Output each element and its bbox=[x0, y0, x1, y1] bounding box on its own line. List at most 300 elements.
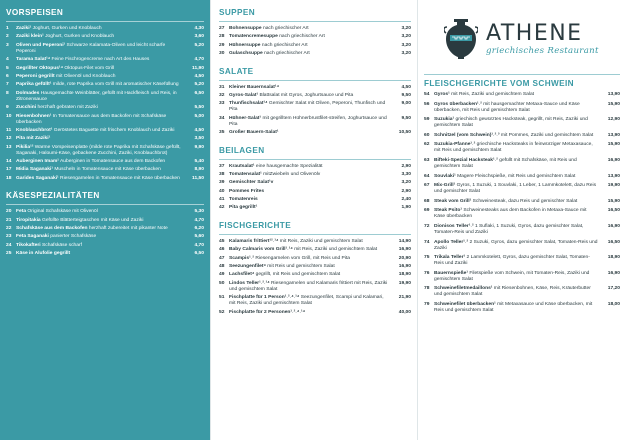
item-description: 2 Suzuki, Gyros, dazu gemischter Salat, Tomaten-Reis und Zaziki bbox=[434, 239, 598, 251]
item-text bbox=[229, 189, 389, 195]
item-description: mit Reis, Zaziki und gemischtem Salat bbox=[294, 247, 378, 253]
item-price: 6,50 bbox=[194, 90, 204, 96]
item-number: 7 bbox=[6, 82, 9, 88]
item-number: 48 bbox=[219, 264, 225, 270]
item-number: 38 bbox=[219, 171, 225, 177]
item-text bbox=[16, 43, 182, 55]
item-text bbox=[229, 26, 389, 32]
item-number: 64 bbox=[424, 173, 430, 179]
menu-item bbox=[6, 34, 204, 40]
menu-item bbox=[6, 57, 204, 63]
item-description: gefüllt mit Schafskäse, mit Reis und gemischtem Salat bbox=[434, 157, 577, 169]
item-text bbox=[16, 167, 182, 173]
menu-item bbox=[219, 281, 411, 293]
item-price: 19,90 bbox=[398, 280, 411, 286]
menu-item bbox=[219, 172, 411, 178]
item-price: 16,50 bbox=[607, 208, 620, 214]
item-name: Zucchini bbox=[16, 105, 37, 111]
item-number: 54 bbox=[424, 92, 430, 97]
item-description: griechische Hacksteaks in feinwürziger Metaxasauce, mit Reis und gemischtem Salat bbox=[434, 142, 593, 154]
menu-item bbox=[424, 271, 620, 283]
item-price: 13,90 bbox=[607, 132, 620, 138]
item-text bbox=[434, 199, 598, 205]
menu-item bbox=[6, 82, 204, 88]
menu-item bbox=[424, 142, 620, 154]
item-name: Gyros-Salat¹ bbox=[229, 92, 259, 98]
item-text bbox=[16, 66, 182, 72]
menu-item bbox=[219, 180, 411, 186]
menu-item bbox=[219, 247, 411, 253]
item-text bbox=[16, 105, 182, 111]
menu-item bbox=[424, 174, 620, 180]
item-price: 4,70 bbox=[194, 57, 204, 63]
item-name: Steak vom Grill¹ bbox=[434, 198, 472, 204]
item-name: Pommes Frites bbox=[229, 188, 265, 194]
menu-item bbox=[6, 226, 204, 232]
item-price: 16,90 bbox=[607, 157, 620, 163]
item-number: 79 bbox=[424, 301, 430, 307]
menu-item bbox=[219, 239, 411, 245]
item-price: 3,30 bbox=[401, 171, 411, 177]
item-number: 9 bbox=[6, 105, 9, 111]
menu-item bbox=[6, 218, 204, 224]
item-name: Fischplatte für 1 Person¹˒²˒⁴˒¹⁴ bbox=[229, 295, 300, 301]
item-text bbox=[229, 310, 389, 316]
item-name: Tomatensalat¹ bbox=[229, 171, 262, 177]
item-name: Dionisos Teller¹˒² bbox=[434, 223, 474, 229]
item-name: Fischplatte für 2 Personen¹˒²˒⁴˒¹⁴ bbox=[229, 309, 306, 315]
menu-item bbox=[6, 26, 204, 32]
menu-item bbox=[6, 159, 204, 165]
menu-item bbox=[6, 105, 204, 111]
item-description: Riesengarnelen und Kalamaris frittiert mit Reis, Zaziki und gemischtem Salat bbox=[229, 280, 388, 292]
item-name: Tarama Salat¹⁴ bbox=[16, 57, 51, 63]
item-name: Oliven und Peperoni¹ bbox=[16, 42, 66, 48]
item-name: Garides Saganaki¹ bbox=[16, 175, 59, 181]
item-number: 12 bbox=[6, 136, 12, 142]
item-price: 16,90 bbox=[398, 247, 411, 253]
item-number: 59 bbox=[424, 117, 430, 123]
menu-item bbox=[6, 243, 204, 249]
item-text bbox=[229, 205, 389, 211]
menu-item bbox=[424, 208, 620, 220]
menu-item bbox=[424, 117, 620, 129]
item-number: 10 bbox=[6, 113, 12, 119]
item-price: 21,90 bbox=[398, 295, 411, 301]
item-name: Schafskäse aus dem Backofen bbox=[16, 226, 88, 232]
menu-item bbox=[424, 255, 620, 267]
item-number: 33 bbox=[219, 101, 225, 107]
menu-item bbox=[219, 197, 411, 203]
item-number: 46 bbox=[219, 247, 225, 253]
menu-item bbox=[6, 209, 204, 215]
menu-item bbox=[6, 114, 204, 126]
middle-column bbox=[210, 0, 417, 440]
item-price: 9,50 bbox=[401, 92, 411, 98]
menu-item bbox=[424, 102, 620, 114]
item-name: Gyros überbacken¹˒² bbox=[434, 101, 482, 107]
menu-item bbox=[219, 310, 411, 316]
item-text bbox=[16, 128, 182, 134]
item-text bbox=[16, 251, 182, 257]
section-title-kaesespezialitaeten: KÄSESPEZIALITÄTEN bbox=[6, 191, 100, 201]
item-description: mit Olivenöl und Knoblauch bbox=[55, 73, 116, 79]
item-text bbox=[434, 255, 598, 267]
item-text bbox=[434, 102, 598, 114]
item-number: 23 bbox=[6, 234, 12, 240]
item-price: 15,90 bbox=[607, 142, 620, 148]
item-name: Midia Saganaki¹ bbox=[16, 167, 53, 173]
item-text bbox=[16, 74, 182, 80]
menu-item bbox=[424, 240, 620, 252]
item-description: Schweinesteak, dazu Reis und gemischter Salat bbox=[472, 198, 578, 204]
item-name: Steak Psito¹ bbox=[434, 208, 462, 214]
item-text bbox=[16, 209, 182, 215]
item-number: 42 bbox=[219, 205, 225, 211]
menu-item bbox=[219, 93, 411, 99]
item-name: Pita gegrillt¹ bbox=[229, 205, 258, 211]
menu-item bbox=[219, 34, 411, 40]
item-price: 4,50 bbox=[194, 127, 204, 133]
item-number: 63 bbox=[424, 157, 430, 163]
item-description: Schweinesteaks aus dem Backofen in Metaxa-Sauce mit Käse überbacken bbox=[434, 208, 587, 220]
item-price: 3,20 bbox=[401, 26, 411, 31]
item-text bbox=[229, 264, 389, 270]
item-description: milde, rote Paprika vom Grill mit aromatischer Käsefüllung bbox=[52, 82, 179, 88]
item-name: Zaziki¹ bbox=[16, 26, 32, 31]
item-description: Riesengarnelen in Tomatensauce mit Käse überbacken bbox=[60, 175, 180, 181]
item-text bbox=[229, 256, 389, 262]
item-name: Riesenbohnen¹ bbox=[16, 113, 52, 119]
item-text bbox=[16, 243, 182, 249]
item-text bbox=[434, 240, 598, 252]
item-name: Trikala Teller¹ bbox=[434, 255, 466, 261]
menu-item bbox=[219, 26, 411, 32]
item-price: 5,60 bbox=[194, 234, 204, 240]
item-text bbox=[229, 180, 389, 186]
item-name: Bifteki-Spezial Hacksteak¹˒² bbox=[434, 157, 498, 163]
item-number: 60 bbox=[424, 132, 430, 138]
item-number: 45 bbox=[219, 238, 225, 244]
item-text bbox=[434, 208, 598, 220]
item-name: Bohnensuppe bbox=[229, 26, 262, 31]
item-number: 2 bbox=[6, 34, 9, 40]
item-number: 28 bbox=[219, 34, 225, 40]
item-text bbox=[229, 101, 389, 113]
menu-item bbox=[6, 145, 204, 157]
item-price: 8,90 bbox=[194, 167, 204, 173]
item-price: 15,90 bbox=[607, 101, 620, 107]
item-name: Gulaschsuppe bbox=[229, 51, 263, 57]
item-number: 21 bbox=[6, 217, 12, 223]
item-description: Riesengarnelen vom Grill, mit Reis und Pita bbox=[255, 255, 350, 261]
menu-item bbox=[219, 205, 411, 211]
item-name: Peperoni gegrillt bbox=[16, 73, 55, 79]
item-name: Kleiner Bauernsalat¹⁴ bbox=[229, 84, 279, 90]
item-name: Thunfischsalat¹⁴ bbox=[229, 101, 268, 107]
item-text bbox=[16, 34, 182, 40]
item-number: 78 bbox=[424, 286, 430, 292]
menu-item bbox=[6, 66, 204, 72]
divider bbox=[219, 159, 411, 160]
item-description: mit Reis, Zaziki und gemischtem Salat bbox=[451, 92, 535, 97]
item-number: 4 bbox=[6, 57, 9, 63]
item-description: Hausgemachte Weinblätter, gefüllt mit Hackfleisch und Reis, in Zitronensauce bbox=[16, 90, 177, 102]
item-name: Feta Saganaki bbox=[16, 234, 49, 240]
item-price: 15,90 bbox=[607, 198, 620, 204]
item-text bbox=[16, 145, 182, 157]
item-description: griechisch gewürztes Hacksteak, gegrillt, mit Reis, Zaziki und gemischtem Salat bbox=[434, 117, 588, 129]
item-price: 16,50 bbox=[607, 239, 620, 245]
item-number: 14 bbox=[6, 159, 12, 165]
item-number: 41 bbox=[219, 197, 225, 203]
item-number: 56 bbox=[424, 101, 430, 107]
item-price: 4,50 bbox=[401, 84, 411, 90]
item-price: 16,90 bbox=[398, 264, 411, 270]
item-name: Tomatencremesuppe bbox=[229, 34, 278, 40]
item-price: 11,50 bbox=[192, 175, 204, 181]
item-description: In Tomatensauce aus dem Backofen mit Schafskäse überbacken bbox=[16, 113, 167, 125]
item-text bbox=[229, 93, 389, 99]
item-price: 13,90 bbox=[607, 92, 620, 97]
item-name: Tikokafteri bbox=[16, 242, 41, 248]
brand-subtitle: griechisches Restaurant bbox=[486, 46, 599, 56]
item-description: Geröstetes Baguette mit frischem Knoblauch und Zaziki bbox=[53, 127, 175, 133]
item-name: Bauernspieße¹ bbox=[434, 270, 468, 276]
item-name: Lachsfilet⁴ bbox=[229, 272, 255, 278]
item-description: 1 Suflaki, 1 Suzuki, Gyros, dazu gemischter Salat, Tomaten-Reis und Zaziki bbox=[434, 223, 584, 235]
item-description: eine hausgemachte Spezialität bbox=[255, 163, 323, 169]
menu-item bbox=[6, 91, 204, 103]
item-description: panierter Schafskäse bbox=[50, 234, 97, 240]
item-name: Paprika gefüllt¹ bbox=[16, 82, 52, 88]
item-description: Original Schafskäse mit Olivenöl bbox=[27, 209, 98, 215]
item-price: 1,90 bbox=[401, 205, 411, 211]
item-text bbox=[229, 172, 389, 178]
item-number: 13 bbox=[6, 144, 12, 150]
item-number: 62 bbox=[424, 142, 430, 148]
item-name: Gemischter Salat¹v bbox=[229, 180, 274, 186]
item-name: Tiropitakia bbox=[16, 217, 41, 223]
item-text bbox=[434, 158, 598, 170]
menu-item bbox=[219, 101, 411, 113]
item-description: Magere Fleischspieße, mit Reis und gemischtem Salat bbox=[457, 173, 576, 179]
item-number: 37 bbox=[219, 163, 225, 169]
item-number: 30 bbox=[219, 51, 225, 57]
item-description: Schwarze Kalamata-Oliven und leicht scharfe Peperoni bbox=[16, 42, 166, 54]
item-number: 52 bbox=[219, 309, 225, 315]
section-title-fleischgerichte: FLEISCHGERICHTE VOM SCHWEIN bbox=[424, 79, 574, 88]
item-description: mit Reis und gemischtem Salat bbox=[267, 264, 335, 270]
menu-item bbox=[424, 133, 620, 139]
item-name: Großer Bauern-Salat¹ bbox=[229, 130, 279, 136]
restaurant-logo bbox=[444, 10, 620, 68]
item-description: Muscheln in Tomatensauce mit Käse überbacken bbox=[54, 167, 161, 173]
item-number: 76 bbox=[424, 270, 430, 276]
menu-item bbox=[424, 199, 620, 205]
divider bbox=[219, 80, 411, 81]
section-title-salate: SALATE bbox=[219, 66, 254, 76]
item-description: mit Reis, Zaziki und gemischtem Salat bbox=[279, 238, 363, 244]
item-text bbox=[16, 91, 182, 103]
item-description: mit Pommes, Zaziki und gemischtem Salat bbox=[500, 132, 594, 138]
item-description: Joghurt, Gurken und Knoblauch bbox=[45, 34, 115, 40]
divider bbox=[424, 74, 620, 75]
item-price: 5,50 bbox=[194, 105, 204, 111]
item-text bbox=[229, 164, 389, 170]
menu-item bbox=[219, 189, 411, 195]
item-price: 3,20 bbox=[401, 34, 411, 40]
item-description: gegrillt, mit Reis und gemischtem Salat bbox=[255, 272, 341, 278]
item-text bbox=[229, 116, 389, 128]
item-price: 18,00 bbox=[607, 301, 620, 307]
menu-item bbox=[219, 256, 411, 262]
item-number: 6 bbox=[6, 73, 9, 79]
item-number: 24 bbox=[6, 242, 12, 248]
item-number: 74 bbox=[424, 239, 430, 245]
item-price: 3,20 bbox=[401, 51, 411, 57]
item-text bbox=[16, 57, 182, 63]
item-text bbox=[434, 302, 598, 314]
item-text bbox=[229, 130, 389, 136]
item-price: 3,50 bbox=[194, 136, 204, 142]
item-description: Gyros, 1 Suzuki, 1 Souvlaki, 1 Leber, 1 Lammkotelett, dazu Reis und gemischter Salat bbox=[434, 183, 597, 195]
menu-item bbox=[424, 158, 620, 170]
item-text bbox=[434, 92, 598, 98]
item-name: Schweinefilet überbacken¹ bbox=[434, 301, 496, 307]
item-price: 19,90 bbox=[607, 183, 620, 189]
menu-item bbox=[6, 128, 204, 134]
item-text bbox=[434, 271, 598, 283]
item-description: mit hausgemachter Metaxa-Sauce und Käse überbacken, mit Reis und gemischtem Salat bbox=[434, 101, 580, 113]
item-price: 6,20 bbox=[194, 226, 204, 232]
item-number: 8 bbox=[6, 90, 9, 96]
item-number: 75 bbox=[424, 255, 430, 261]
item-name: Kalamaris frittiert¹²˒¹⁴ bbox=[229, 238, 279, 244]
item-price: 4,70 bbox=[194, 217, 204, 223]
item-text bbox=[229, 85, 389, 91]
item-number: 67 bbox=[424, 183, 430, 189]
item-name: Apollo Teller¹˒² bbox=[434, 239, 469, 245]
item-name: Krautsalat¹ bbox=[229, 163, 255, 169]
greek-vase-icon bbox=[444, 17, 478, 61]
menu-item bbox=[6, 43, 204, 55]
item-price: 20,90 bbox=[398, 255, 411, 261]
item-text bbox=[229, 34, 389, 40]
menu-item bbox=[219, 116, 411, 128]
item-price: 5,40 bbox=[194, 159, 204, 165]
item-description: Schafskäse scharf bbox=[42, 242, 82, 248]
item-text bbox=[16, 159, 182, 165]
item-name: Baby Calmaris vom Grill¹˒¹⁴ bbox=[229, 247, 293, 253]
menu-item bbox=[424, 302, 620, 314]
item-name: Pikilia¹² bbox=[16, 144, 34, 150]
item-price: 10,50 bbox=[398, 130, 411, 136]
right-column bbox=[417, 0, 626, 440]
item-number: 69 bbox=[424, 208, 430, 214]
left-column bbox=[0, 0, 210, 440]
item-number: 29 bbox=[219, 42, 225, 48]
item-text bbox=[16, 26, 182, 32]
menu-item bbox=[424, 224, 620, 236]
item-name: Scampis¹˒² bbox=[229, 255, 255, 261]
item-price: 4,30 bbox=[194, 26, 204, 31]
menu-item bbox=[219, 51, 411, 57]
menu-item bbox=[6, 234, 204, 240]
menu-item bbox=[219, 130, 411, 136]
item-number: 5 bbox=[6, 65, 9, 71]
item-name: Gegrillter Oktopus¹⁴ bbox=[16, 65, 63, 71]
section-title-beilagen: BEILAGEN bbox=[219, 145, 265, 155]
item-text bbox=[434, 142, 598, 154]
menu-item bbox=[6, 176, 204, 182]
item-number: 68 bbox=[424, 198, 430, 204]
item-price: 18,90 bbox=[398, 272, 411, 278]
item-number: 1 bbox=[6, 26, 9, 31]
item-number: 51 bbox=[219, 295, 225, 301]
item-text bbox=[229, 51, 389, 57]
item-number: 11 bbox=[6, 127, 12, 133]
item-description: nach griechischer Art bbox=[261, 42, 308, 48]
item-description: nach griechischer Art bbox=[279, 34, 325, 40]
item-price: 4,50 bbox=[194, 73, 204, 79]
item-description: Feine Fischrogencreme nach Art des Hauses bbox=[51, 57, 150, 63]
item-description: mit gegrilltem Hühnerbrustfilet-streifen, Joghurtsauce und Pita bbox=[229, 115, 387, 127]
item-name: Hühner-Salat¹ bbox=[229, 115, 262, 121]
item-name: Käse in Alufolie gegrillt bbox=[16, 251, 71, 257]
item-price: 18,90 bbox=[607, 255, 620, 261]
menu-item bbox=[219, 272, 411, 278]
item-text bbox=[229, 247, 389, 253]
menu-item bbox=[6, 251, 204, 257]
item-text bbox=[434, 174, 598, 180]
section-title-fischgerichte: FISCHGERICHTE bbox=[219, 220, 292, 230]
item-description: Filetspieße vom Schwein, mit Tomaten-Reis, Zaziki und gemischtem Salat bbox=[434, 270, 590, 282]
item-text bbox=[434, 224, 598, 236]
item-number: 25 bbox=[6, 251, 12, 257]
menu-item bbox=[219, 164, 411, 170]
item-price: 6,50 bbox=[194, 251, 204, 257]
item-price: 9,90 bbox=[194, 144, 204, 150]
divider bbox=[6, 21, 204, 22]
item-text bbox=[16, 82, 182, 88]
item-description: Gemischter Salat mit Oliven, Peperoni, Thunfisch und Pita bbox=[229, 101, 386, 113]
item-text bbox=[229, 272, 389, 278]
item-price: 2,90 bbox=[401, 188, 411, 194]
item-number: 17 bbox=[6, 167, 12, 173]
item-text bbox=[16, 226, 182, 232]
item-name: Zaziki klein¹ bbox=[16, 34, 44, 40]
item-number: 35 bbox=[219, 130, 225, 136]
item-text bbox=[229, 43, 389, 49]
item-description: Warme Vorspeisenplatte (milde rote Paprika mit Schafskäse gefüllt, Saganaki, Haloumi-Käse, gebackene Zucchini, Zaziki, Knoblauchbrot) bbox=[16, 144, 181, 156]
item-text bbox=[434, 183, 598, 195]
item-name: Seezungenfilet⁴ bbox=[229, 264, 266, 270]
item-description: mit Riesenbohnen, Käse, Reis, Kräuterbutter und gemischtem Salat bbox=[434, 286, 591, 298]
menu-item bbox=[219, 295, 411, 307]
item-price: 5,20 bbox=[194, 42, 204, 48]
item-number: 20 bbox=[6, 209, 12, 215]
item-name: Knoblauchbrot¹ bbox=[16, 127, 53, 133]
item-text bbox=[16, 136, 182, 142]
item-price: 11,90 bbox=[192, 65, 204, 71]
item-description: nach griechischer Art bbox=[264, 51, 310, 57]
item-price: 40,00 bbox=[398, 309, 411, 315]
item-price: 9,00 bbox=[401, 101, 411, 107]
item-price: 3,60 bbox=[194, 34, 204, 40]
item-description: 2 Lammkotelett, Gyros, dazu gemischter Salat, Tomaten-Reis und Zaziki bbox=[434, 255, 590, 267]
item-price: 5,00 bbox=[194, 113, 204, 119]
